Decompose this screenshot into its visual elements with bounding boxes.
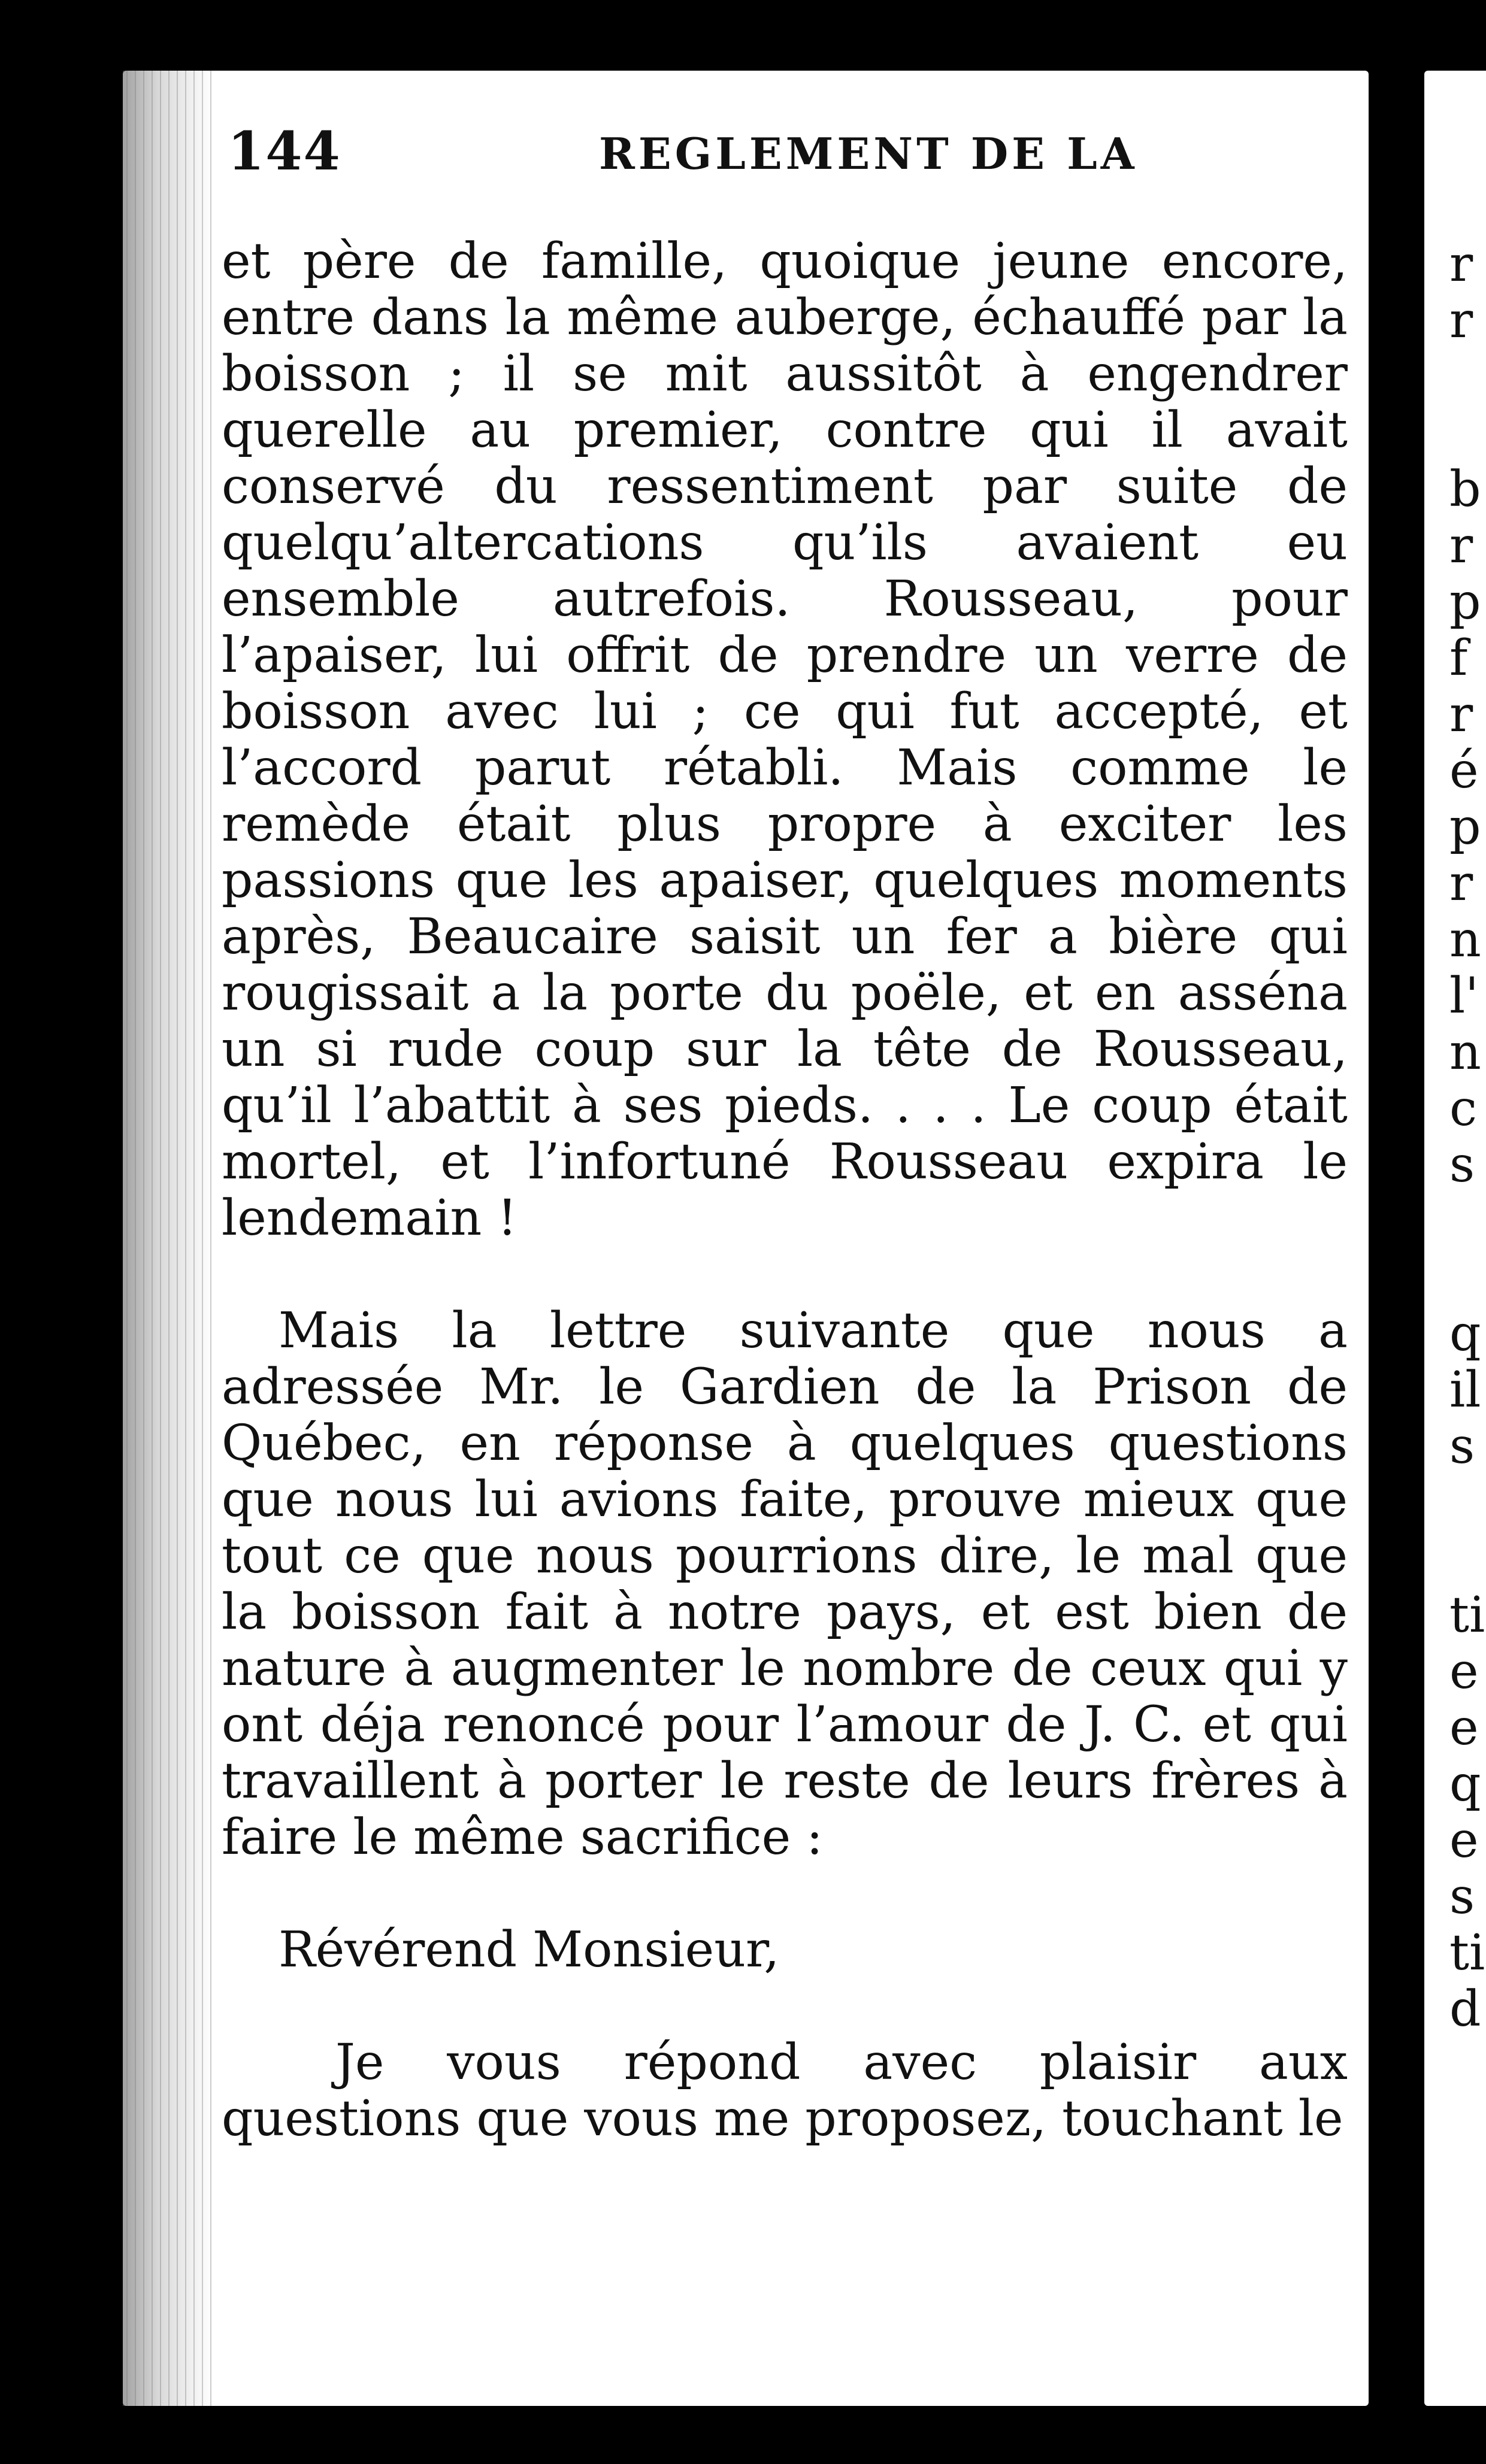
facing-page-fragment: e — [1449, 1643, 1479, 1700]
facing-page-fragment: q — [1449, 1756, 1481, 1813]
facing-page-fragment: s — [1449, 1868, 1475, 1925]
facing-page-fragment: r — [1449, 292, 1473, 349]
facing-page-fragment: r — [1449, 686, 1473, 743]
facing-page-fragment: q — [1449, 1305, 1481, 1362]
facing-page-edge — [1424, 71, 1486, 2406]
running-title: REGLEMENT DE LA — [599, 128, 1138, 179]
letter-paragraph: Je vous répond avec plaisir aux questions que vous me proposez, touchant le — [222, 2034, 1348, 2147]
facing-page-fragment: n — [1449, 1024, 1481, 1081]
page-gutter-shadow — [123, 71, 213, 2406]
facing-page-fragment: p — [1449, 574, 1481, 631]
page-header — [228, 120, 1354, 192]
facing-page-fragment: d — [1449, 1981, 1481, 2038]
facing-page-fragment: r — [1449, 855, 1473, 912]
facing-page-fragment: p — [1449, 799, 1481, 856]
letter-salutation: Révérend Monsieur, — [279, 1922, 780, 1978]
paragraph: Mais la lettre suivante que nous a adressée Mr. le Gardien de la Prison de Québec, en réponse à quelques questions que nous lui avions faite, prouve mieux que tout ce que nous pourrions dire, le mal que la boisson fait à notre pays, et est bien de nature à augmenter le nombre de ceux qui y ont déja renoncé pour l’amour de J. C. et qui travaillent à porter le reste de leurs frères à faire le même sacrifice : — [222, 1302, 1348, 1866]
paragraph: et père de famille, quoique jeune encore, entre dans la même auberge, échauffé par la boisson ; il se mit aussitôt à engendrer querelle au premier, contre qui il avait conservé du ressentiment par suite de quelqu’altercations qu’ils avaient eu ensemble autrefois. Rousseau, pour l’apaiser, lui offrit de prendre un verre de boisson avec lui ; ce qui fut accepté, et l’accord parut rétabli. Mais comme le remède était plus propre à exciter les passions que les apaiser, quelques moments après, Beaucaire saisit un fer a bière qui rougissait a la porte du poële, et en asséna un si rude coup sur la tête de Rousseau, qu’il l’abattit à ses pieds. . . . Le coup était mortel, et l’infortuné Rousseau expira le lendemain ! — [222, 233, 1348, 1247]
facing-page-fragment: r — [1449, 236, 1473, 293]
facing-page-fragment: s — [1449, 1136, 1475, 1193]
facing-page-fragment: e — [1449, 1699, 1479, 1756]
facing-page-fragment: ti — [1449, 1587, 1485, 1644]
facing-page-fragment: c — [1449, 1080, 1477, 1137]
facing-page-fragment: e — [1449, 1812, 1479, 1869]
body-text — [222, 234, 1348, 2147]
facing-page-fragment: ti — [1449, 1924, 1485, 1981]
facing-page-fragment: l' — [1449, 968, 1479, 1025]
facing-page-fragment: f — [1449, 630, 1468, 687]
facing-page-fragment: r — [1449, 517, 1473, 574]
page-number: 144 — [228, 120, 341, 182]
facing-page-fragment: s — [1449, 1418, 1475, 1475]
facing-page-fragment: n — [1449, 911, 1481, 968]
facing-page-fragment: il — [1449, 1362, 1481, 1419]
facing-page-fragment: b — [1449, 461, 1481, 518]
facing-page-fragment: é — [1449, 742, 1479, 799]
